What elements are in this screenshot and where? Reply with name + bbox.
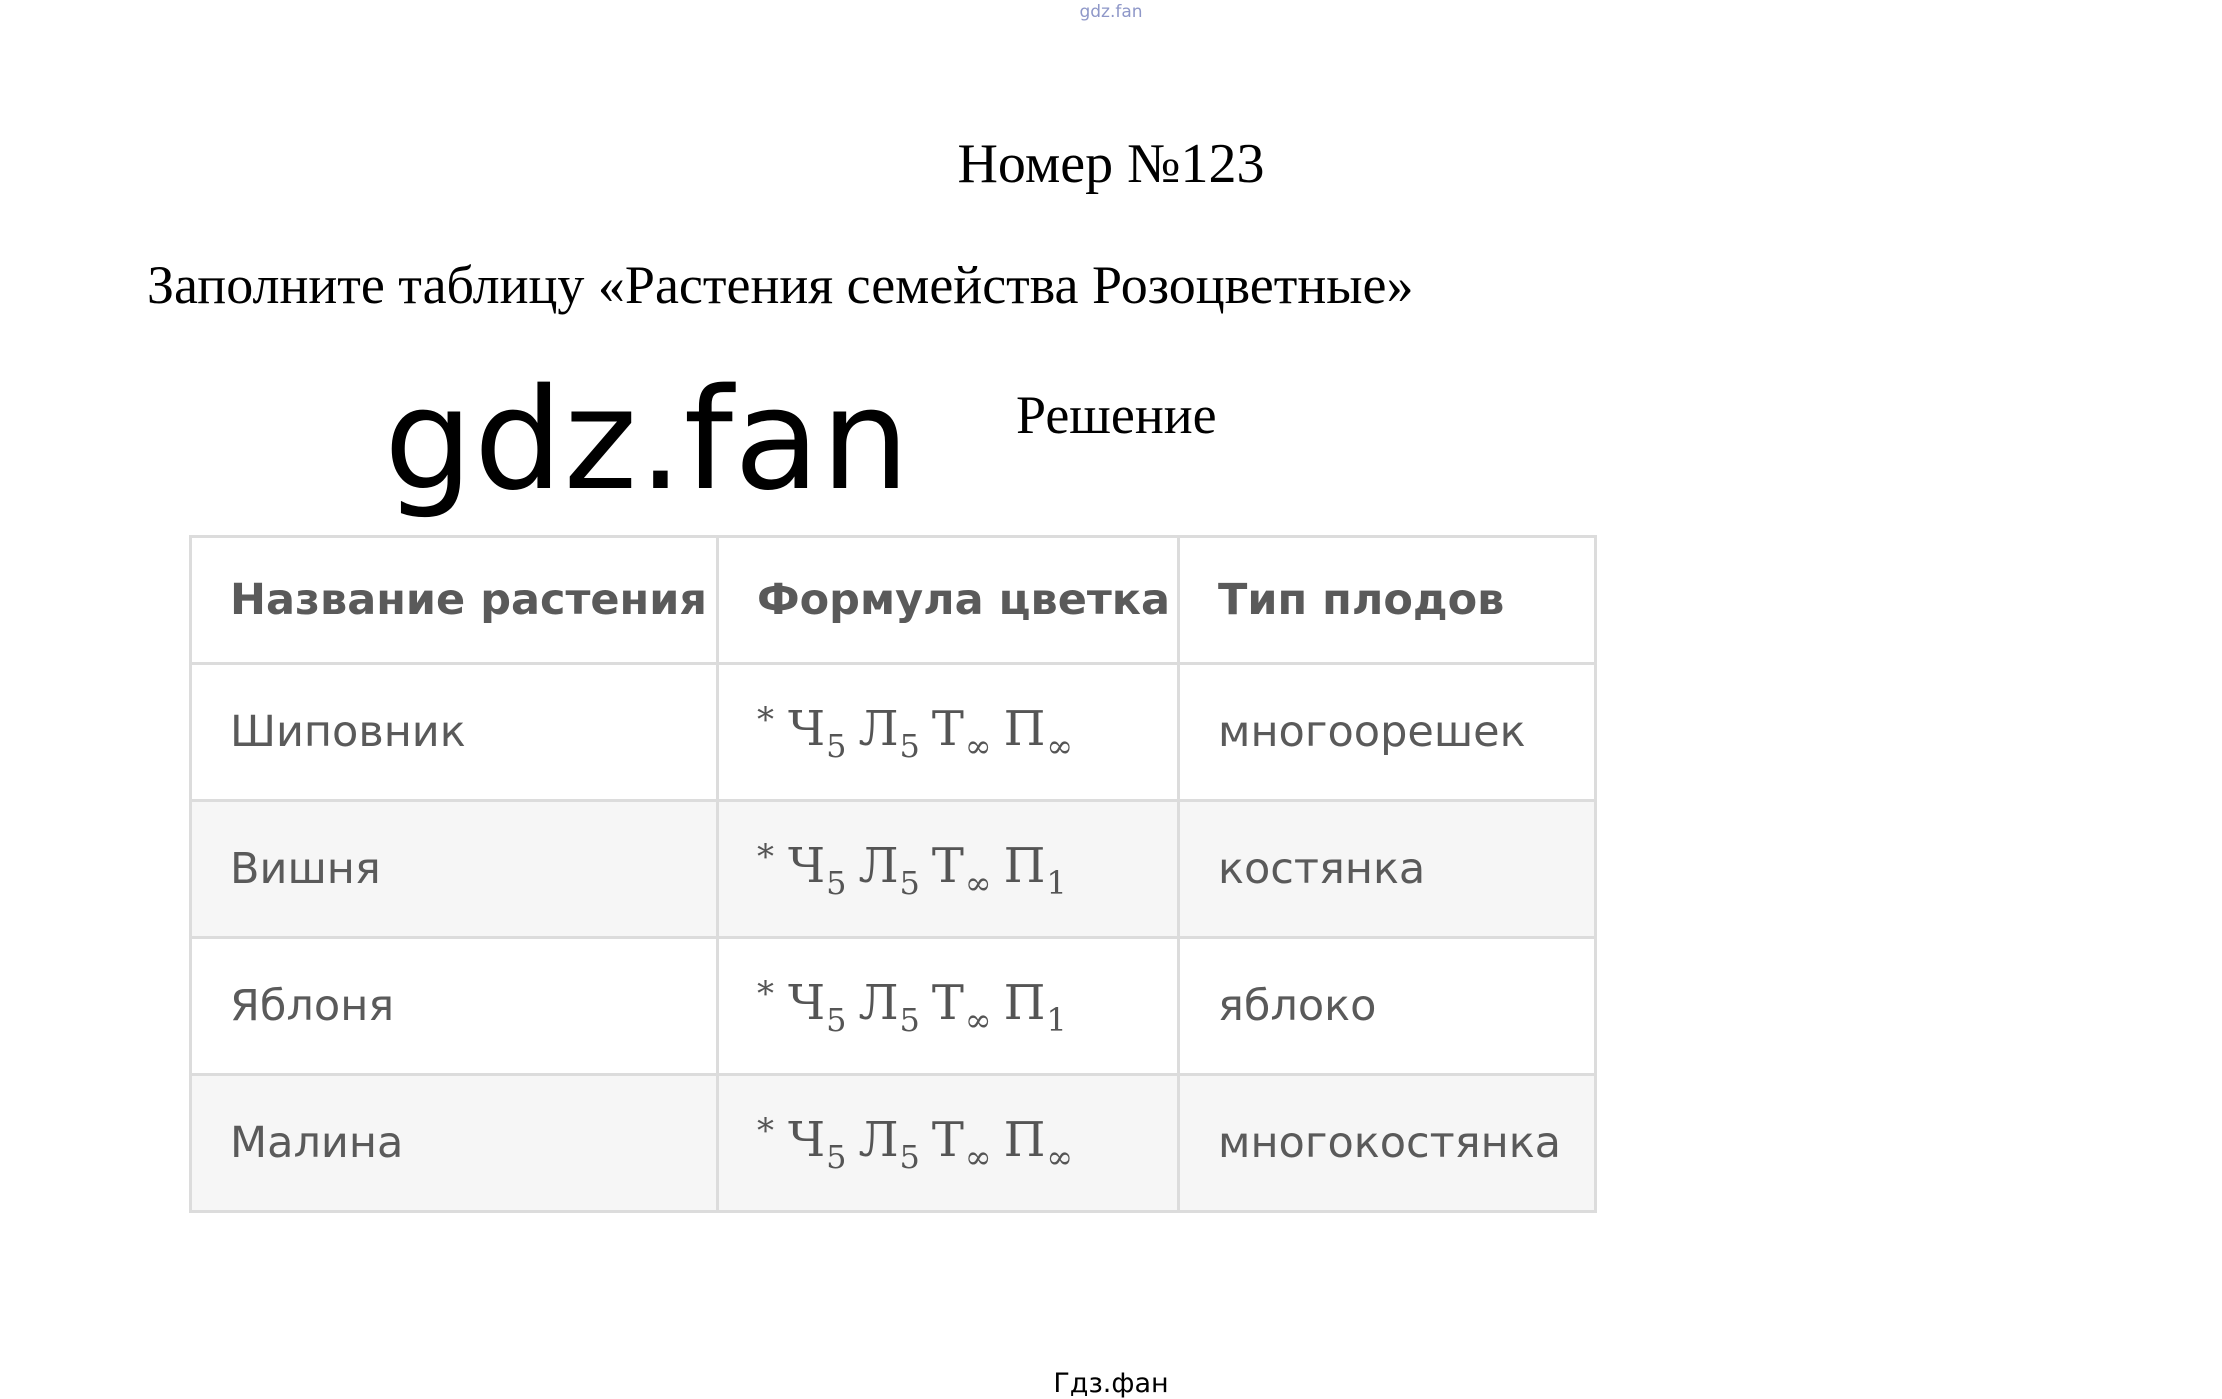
actinomorphic-symbol: * <box>757 836 774 877</box>
flower-formula-cell <box>718 801 1179 938</box>
formula-letter: Т <box>931 837 964 894</box>
formula-count: ∞ <box>1046 726 1074 765</box>
watermark-logo: gdz.fan <box>384 359 911 522</box>
formula-count: 1 <box>1046 863 1067 902</box>
plant-name-cell: Шиповник <box>191 664 718 801</box>
formula-letter: П <box>1003 837 1046 894</box>
rosaceae-table <box>189 535 1597 1213</box>
table-row <box>191 664 1596 801</box>
plant-name-cell: Вишня <box>191 801 718 938</box>
flower-formula-cell <box>718 938 1179 1075</box>
formula-letter: Т <box>931 1111 964 1168</box>
formula-count: ∞ <box>964 1137 992 1176</box>
formula-count: ∞ <box>964 863 992 902</box>
formula-letter: Л <box>858 974 899 1031</box>
formula-letter: П <box>1003 700 1046 757</box>
page-title: Номер №123 <box>957 133 1265 195</box>
table-row <box>191 801 1596 938</box>
actinomorphic-symbol: * <box>757 699 774 740</box>
table-header-row <box>191 537 1596 664</box>
fruit-type-cell: многокостянка <box>1179 1075 1596 1212</box>
formula-letter: Л <box>858 700 899 757</box>
flower-formula-cell <box>718 1075 1179 1212</box>
formula-letter: Л <box>858 837 899 894</box>
header-flower-formula: Формула цветка <box>718 537 1179 664</box>
table-row <box>191 1075 1596 1212</box>
plant-name-cell: Малина <box>191 1075 718 1212</box>
header-fruit-type: Тип плодов <box>1179 537 1596 664</box>
formula-letter: Ч <box>788 974 826 1031</box>
formula-count: 5 <box>899 863 920 902</box>
formula-letter: Ч <box>788 837 826 894</box>
solution-label: Решение <box>1016 385 1217 445</box>
formula-count: 5 <box>899 1137 920 1176</box>
formula-count: ∞ <box>1046 1137 1074 1176</box>
formula-count: 5 <box>899 726 920 765</box>
formula-letter: Т <box>931 974 964 1031</box>
formula-count: ∞ <box>964 1000 992 1039</box>
formula-letter: П <box>1003 974 1046 1031</box>
footer-watermark: Гдз.фан <box>1053 1368 1169 1399</box>
fruit-type-cell: многоорешек <box>1179 664 1596 801</box>
formula-count: 5 <box>826 863 847 902</box>
formula-letter: П <box>1003 1111 1046 1168</box>
formula-count: 5 <box>826 1000 847 1039</box>
fruit-type-cell: костянка <box>1179 801 1596 938</box>
formula-letter: Ч <box>788 1111 826 1168</box>
actinomorphic-symbol: * <box>757 1110 774 1151</box>
flower-formula <box>757 836 1067 902</box>
formula-count: 5 <box>899 1000 920 1039</box>
fruit-type-cell: яблоко <box>1179 938 1596 1075</box>
formula-count: ∞ <box>964 726 992 765</box>
flower-formula <box>757 1110 1074 1176</box>
formula-letter: Т <box>931 700 964 757</box>
table-body <box>191 664 1596 1212</box>
formula-letter: Л <box>858 1111 899 1168</box>
flower-formula <box>757 973 1067 1039</box>
table-row <box>191 938 1596 1075</box>
formula-count: 5 <box>826 726 847 765</box>
flower-formula <box>757 699 1074 765</box>
formula-count: 1 <box>1046 1000 1067 1039</box>
actinomorphic-symbol: * <box>757 973 774 1014</box>
formula-count: 5 <box>826 1137 847 1176</box>
flower-formula-cell <box>718 664 1179 801</box>
task-text: Заполните таблицу «Растения семейства Розоцветные» <box>147 255 1414 315</box>
header-plant-name: Название растения <box>191 537 718 664</box>
plant-name-cell: Яблоня <box>191 938 718 1075</box>
top-watermark: gdz.fan <box>1079 2 1143 22</box>
formula-letter: Ч <box>788 700 826 757</box>
